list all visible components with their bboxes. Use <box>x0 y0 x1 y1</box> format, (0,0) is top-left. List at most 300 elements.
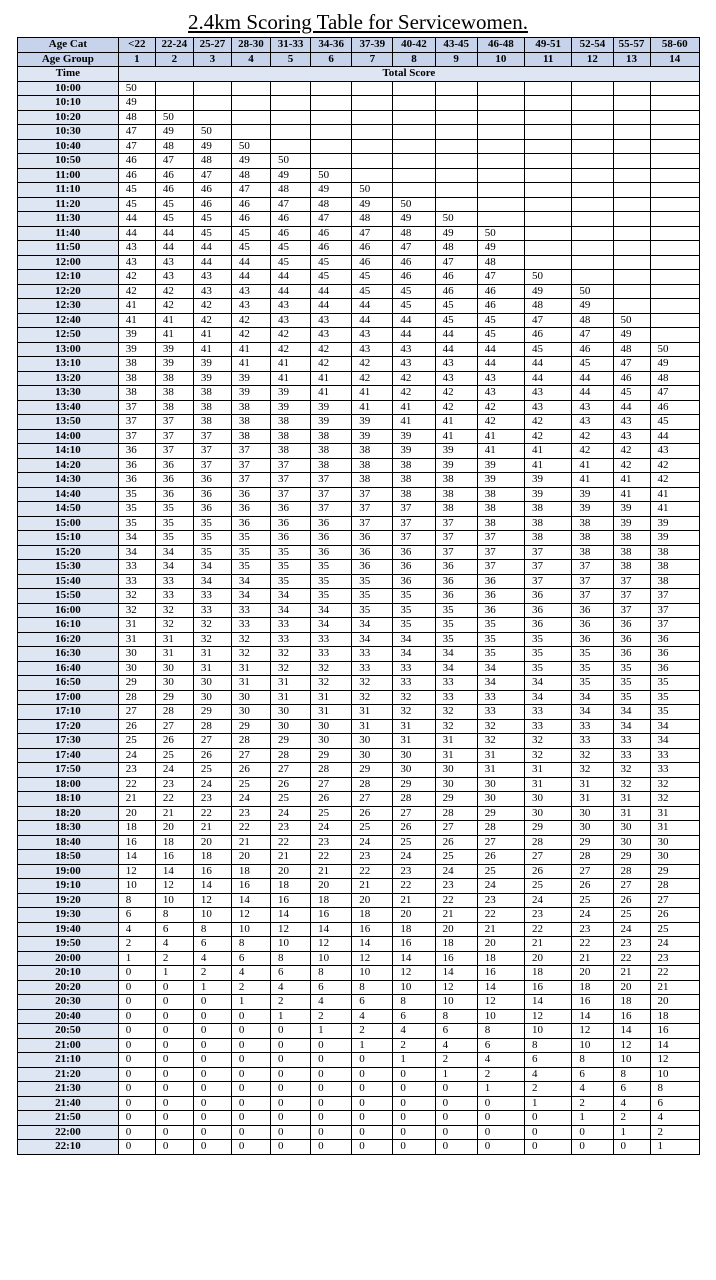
time-cell: 20:10 <box>18 966 119 981</box>
score-cell <box>613 168 650 183</box>
score-cell: 37 <box>477 545 524 560</box>
score-cell: 27 <box>311 777 352 792</box>
score-cell: 2 <box>393 1038 435 1053</box>
score-cell: 6 <box>393 1009 435 1024</box>
score-cell: 0 <box>193 1125 231 1140</box>
score-cell <box>650 284 699 299</box>
time-cell: 21:50 <box>18 1111 119 1126</box>
table-row <box>18 81 700 96</box>
score-cell: 25 <box>311 806 352 821</box>
score-cell: 43 <box>311 328 352 343</box>
table-row <box>18 1111 700 1126</box>
score-cell: 30 <box>525 806 572 821</box>
score-cell: 45 <box>193 226 231 241</box>
score-cell: 28 <box>311 763 352 778</box>
score-cell: 49 <box>572 299 613 314</box>
score-cell: 36 <box>650 632 699 647</box>
table-row <box>18 951 700 966</box>
score-cell: 35 <box>118 516 155 531</box>
score-cell <box>477 139 524 154</box>
score-cell: 1 <box>155 966 193 981</box>
time-cell: 15:10 <box>18 531 119 546</box>
score-cell <box>352 139 393 154</box>
score-cell: 38 <box>155 386 193 401</box>
score-cell <box>155 96 193 111</box>
score-cell: 27 <box>525 850 572 865</box>
score-cell: 20 <box>572 966 613 981</box>
score-cell: 0 <box>231 1053 270 1068</box>
score-cell: 46 <box>311 226 352 241</box>
score-cell: 33 <box>613 748 650 763</box>
score-cell: 41 <box>155 313 193 328</box>
score-cell: 35 <box>393 603 435 618</box>
score-cell: 43 <box>477 371 524 386</box>
score-cell: 10 <box>271 937 311 952</box>
score-cell: 22 <box>525 922 572 937</box>
score-cell: 49 <box>650 357 699 372</box>
score-cell: 37 <box>435 516 477 531</box>
score-cell: 34 <box>155 545 193 560</box>
score-cell: 0 <box>118 966 155 981</box>
age-cat-header-cell: 49-51 <box>525 38 572 53</box>
age-group-header-cell: 1 <box>118 52 155 67</box>
score-cell: 38 <box>271 444 311 459</box>
score-cell: 33 <box>435 676 477 691</box>
score-cell: 22 <box>118 777 155 792</box>
score-cell: 16 <box>435 951 477 966</box>
table-row <box>18 806 700 821</box>
score-cell: 37 <box>352 502 393 517</box>
score-cell: 42 <box>435 386 477 401</box>
score-cell: 22 <box>155 792 193 807</box>
score-cell: 32 <box>393 690 435 705</box>
score-cell: 39 <box>393 444 435 459</box>
score-cell: 34 <box>311 618 352 633</box>
score-cell: 25 <box>393 835 435 850</box>
score-cell: 32 <box>118 589 155 604</box>
score-cell: 25 <box>477 864 524 879</box>
score-cell <box>525 241 572 256</box>
score-cell: 21 <box>311 864 352 879</box>
score-cell: 45 <box>271 241 311 256</box>
score-cell <box>613 284 650 299</box>
score-cell: 47 <box>271 197 311 212</box>
score-cell: 6 <box>435 1024 477 1039</box>
score-cell: 25 <box>650 922 699 937</box>
score-cell: 32 <box>352 676 393 691</box>
score-cell: 29 <box>525 821 572 836</box>
score-cell: 38 <box>231 429 270 444</box>
score-cell: 32 <box>435 719 477 734</box>
score-cell: 46 <box>231 197 270 212</box>
score-cell <box>352 96 393 111</box>
age-cat-header-cell: 37-39 <box>352 38 393 53</box>
score-cell: 49 <box>477 241 524 256</box>
score-cell: 35 <box>477 632 524 647</box>
score-cell: 8 <box>572 1053 613 1068</box>
score-cell: 36 <box>393 545 435 560</box>
score-cell: 31 <box>193 661 231 676</box>
score-cell: 2 <box>435 1053 477 1068</box>
score-cell: 4 <box>572 1082 613 1097</box>
score-cell: 16 <box>311 908 352 923</box>
time-cell: 19:40 <box>18 922 119 937</box>
score-cell: 39 <box>155 357 193 372</box>
score-cell: 46 <box>155 168 193 183</box>
score-cell: 41 <box>155 328 193 343</box>
score-cell: 16 <box>650 1024 699 1039</box>
score-cell: 38 <box>525 516 572 531</box>
score-cell: 33 <box>193 603 231 618</box>
score-cell: 31 <box>435 734 477 749</box>
score-cell: 0 <box>231 1140 270 1155</box>
score-cell <box>525 168 572 183</box>
score-cell <box>650 226 699 241</box>
score-cell: 46 <box>477 299 524 314</box>
age-group-header-cell: 12 <box>572 52 613 67</box>
table-row <box>18 487 700 502</box>
score-cell: 0 <box>231 1067 270 1082</box>
score-cell <box>393 96 435 111</box>
score-cell <box>613 96 650 111</box>
age-cat-header-cell: 52-54 <box>572 38 613 53</box>
score-cell: 26 <box>155 734 193 749</box>
score-cell: 34 <box>352 632 393 647</box>
time-cell: 18:50 <box>18 850 119 865</box>
score-cell: 18 <box>231 864 270 879</box>
age-group-header-row <box>18 52 700 67</box>
score-cell: 34 <box>435 661 477 676</box>
score-cell: 35 <box>118 487 155 502</box>
score-cell: 38 <box>231 415 270 430</box>
score-cell: 38 <box>193 415 231 430</box>
score-cell: 37 <box>613 603 650 618</box>
score-cell <box>393 139 435 154</box>
score-cell: 36 <box>525 589 572 604</box>
time-cell: 12:10 <box>18 270 119 285</box>
score-cell: 45 <box>477 328 524 343</box>
score-cell: 41 <box>613 473 650 488</box>
score-cell: 8 <box>393 995 435 1010</box>
time-cell: 18:10 <box>18 792 119 807</box>
score-cell <box>435 81 477 96</box>
score-cell <box>311 139 352 154</box>
score-cell: 34 <box>311 603 352 618</box>
score-cell: 33 <box>231 618 270 633</box>
score-cell: 21 <box>393 893 435 908</box>
score-cell: 31 <box>477 763 524 778</box>
score-cell: 43 <box>613 429 650 444</box>
table-row <box>18 197 700 212</box>
score-cell <box>393 81 435 96</box>
score-cell: 23 <box>271 821 311 836</box>
score-cell: 29 <box>193 705 231 720</box>
score-cell: 39 <box>193 371 231 386</box>
score-cell: 31 <box>393 734 435 749</box>
score-cell: 27 <box>352 792 393 807</box>
age-group-header-cell: 10 <box>477 52 524 67</box>
score-cell: 34 <box>118 545 155 560</box>
score-cell <box>393 183 435 198</box>
score-cell: 30 <box>271 705 311 720</box>
score-cell: 39 <box>393 429 435 444</box>
score-cell: 30 <box>311 719 352 734</box>
score-cell: 39 <box>435 444 477 459</box>
table-row <box>18 139 700 154</box>
score-cell: 0 <box>118 1082 155 1097</box>
score-cell <box>650 241 699 256</box>
score-cell: 36 <box>477 603 524 618</box>
score-cell: 18 <box>572 980 613 995</box>
score-cell <box>572 241 613 256</box>
score-cell: 43 <box>271 299 311 314</box>
score-cell <box>435 110 477 125</box>
score-cell: 24 <box>393 850 435 865</box>
score-cell: 0 <box>118 1067 155 1082</box>
score-cell <box>231 81 270 96</box>
score-cell: 0 <box>155 1009 193 1024</box>
score-cell <box>525 183 572 198</box>
time-cell: 19:50 <box>18 937 119 952</box>
score-cell <box>572 96 613 111</box>
table-row <box>18 400 700 415</box>
score-cell: 37 <box>311 487 352 502</box>
score-cell: 38 <box>477 502 524 517</box>
score-cell: 39 <box>477 458 524 473</box>
score-cell: 43 <box>572 400 613 415</box>
score-cell: 30 <box>572 806 613 821</box>
score-cell <box>650 96 699 111</box>
score-cell: 36 <box>311 531 352 546</box>
score-cell: 8 <box>155 908 193 923</box>
score-cell: 22 <box>352 864 393 879</box>
score-cell: 32 <box>393 705 435 720</box>
table-row <box>18 212 700 227</box>
score-cell: 39 <box>613 516 650 531</box>
score-cell: 32 <box>572 748 613 763</box>
score-cell: 44 <box>525 371 572 386</box>
score-cell: 43 <box>393 342 435 357</box>
score-cell: 0 <box>393 1096 435 1111</box>
score-cell <box>477 154 524 169</box>
score-cell: 35 <box>650 676 699 691</box>
age-group-header-cell: 5 <box>271 52 311 67</box>
table-row <box>18 589 700 604</box>
score-cell: 50 <box>231 139 270 154</box>
score-cell <box>271 139 311 154</box>
score-cell: 0 <box>193 1111 231 1126</box>
score-cell: 27 <box>650 893 699 908</box>
score-cell: 32 <box>572 763 613 778</box>
score-cell: 32 <box>193 632 231 647</box>
time-label: Time <box>18 67 119 82</box>
score-cell: 46 <box>435 270 477 285</box>
score-cell: 26 <box>525 864 572 879</box>
score-cell: 41 <box>193 328 231 343</box>
score-cell: 21 <box>435 908 477 923</box>
score-cell <box>572 139 613 154</box>
table-row <box>18 705 700 720</box>
table-row <box>18 415 700 430</box>
score-cell: 42 <box>271 328 311 343</box>
score-cell: 46 <box>435 284 477 299</box>
score-cell: 38 <box>155 371 193 386</box>
score-cell: 39 <box>231 386 270 401</box>
score-cell: 34 <box>393 632 435 647</box>
score-cell: 26 <box>311 792 352 807</box>
score-cell: 0 <box>435 1140 477 1155</box>
age-group-header-cell: 13 <box>613 52 650 67</box>
score-cell: 49 <box>193 139 231 154</box>
score-cell: 31 <box>352 719 393 734</box>
score-cell: 0 <box>525 1140 572 1155</box>
table-row <box>18 821 700 836</box>
time-cell: 13:00 <box>18 342 119 357</box>
score-cell <box>613 299 650 314</box>
score-cell: 37 <box>193 429 231 444</box>
time-cell: 14:00 <box>18 429 119 444</box>
score-cell: 32 <box>311 676 352 691</box>
score-cell: 31 <box>650 806 699 821</box>
score-cell: 1 <box>393 1053 435 1068</box>
score-cell: 0 <box>155 1082 193 1097</box>
score-cell <box>352 168 393 183</box>
score-cell: 4 <box>393 1024 435 1039</box>
score-cell <box>572 197 613 212</box>
score-cell <box>525 139 572 154</box>
score-cell: 33 <box>271 632 311 647</box>
score-cell <box>650 212 699 227</box>
score-cell: 12 <box>193 893 231 908</box>
score-cell: 36 <box>650 647 699 662</box>
score-cell: 14 <box>477 980 524 995</box>
score-cell: 46 <box>393 255 435 270</box>
score-cell: 8 <box>477 1024 524 1039</box>
score-body <box>18 81 700 1154</box>
time-header-row <box>18 67 700 82</box>
score-cell: 24 <box>435 864 477 879</box>
score-cell: 36 <box>118 444 155 459</box>
score-cell: 44 <box>393 313 435 328</box>
score-cell <box>231 110 270 125</box>
score-cell: 50 <box>477 226 524 241</box>
score-cell: 48 <box>650 371 699 386</box>
score-cell: 44 <box>650 429 699 444</box>
score-cell: 39 <box>271 400 311 415</box>
score-cell: 44 <box>231 270 270 285</box>
age-cat-header-cell: 46-48 <box>477 38 524 53</box>
time-cell: 14:20 <box>18 458 119 473</box>
score-cell: 42 <box>231 328 270 343</box>
score-cell: 10 <box>572 1038 613 1053</box>
score-cell: 28 <box>650 879 699 894</box>
score-cell: 36 <box>435 589 477 604</box>
score-cell: 38 <box>352 444 393 459</box>
score-cell: 0 <box>155 1038 193 1053</box>
score-cell: 33 <box>118 574 155 589</box>
score-cell: 28 <box>155 705 193 720</box>
score-cell: 0 <box>155 1053 193 1068</box>
score-cell: 35 <box>650 690 699 705</box>
score-cell: 31 <box>155 647 193 662</box>
score-cell: 30 <box>193 676 231 691</box>
score-cell: 28 <box>477 821 524 836</box>
score-cell: 35 <box>271 545 311 560</box>
score-cell: 46 <box>352 255 393 270</box>
score-cell: 41 <box>271 371 311 386</box>
score-cell: 36 <box>572 618 613 633</box>
time-cell: 22:10 <box>18 1140 119 1155</box>
score-cell: 47 <box>613 357 650 372</box>
score-cell: 2 <box>650 1125 699 1140</box>
score-cell: 24 <box>572 908 613 923</box>
score-cell: 34 <box>613 705 650 720</box>
score-cell: 0 <box>393 1140 435 1155</box>
score-cell: 14 <box>271 908 311 923</box>
score-cell: 35 <box>572 676 613 691</box>
table-row <box>18 835 700 850</box>
score-cell: 8 <box>613 1067 650 1082</box>
score-cell: 44 <box>435 328 477 343</box>
score-cell: 42 <box>613 458 650 473</box>
score-cell: 37 <box>118 429 155 444</box>
score-cell: 14 <box>352 937 393 952</box>
score-cell: 37 <box>155 444 193 459</box>
score-cell: 33 <box>352 647 393 662</box>
score-cell: 24 <box>352 835 393 850</box>
score-cell: 0 <box>155 1140 193 1155</box>
score-cell: 6 <box>477 1038 524 1053</box>
score-cell: 47 <box>435 255 477 270</box>
score-cell: 0 <box>393 1082 435 1097</box>
score-cell: 14 <box>613 1024 650 1039</box>
score-cell: 0 <box>271 1038 311 1053</box>
age-cat-header-cell: 34-36 <box>311 38 352 53</box>
score-cell: 16 <box>118 835 155 850</box>
score-cell: 44 <box>352 299 393 314</box>
score-cell: 43 <box>193 284 231 299</box>
score-cell: 12 <box>118 864 155 879</box>
score-cell <box>193 110 231 125</box>
score-cell: 34 <box>477 676 524 691</box>
score-cell: 20 <box>155 821 193 836</box>
time-cell: 10:20 <box>18 110 119 125</box>
score-cell: 24 <box>271 806 311 821</box>
score-cell: 32 <box>650 777 699 792</box>
score-cell: 42 <box>352 371 393 386</box>
time-cell: 15:50 <box>18 589 119 604</box>
score-cell: 46 <box>271 226 311 241</box>
score-cell: 36 <box>193 487 231 502</box>
score-cell <box>613 110 650 125</box>
table-row <box>18 618 700 633</box>
score-cell: 6 <box>118 908 155 923</box>
score-cell: 22 <box>650 966 699 981</box>
score-cell: 0 <box>155 995 193 1010</box>
score-cell: 32 <box>525 734 572 749</box>
table-row <box>18 168 700 183</box>
score-cell: 23 <box>118 763 155 778</box>
score-cell: 50 <box>352 183 393 198</box>
score-cell: 30 <box>572 821 613 836</box>
time-cell: 18:40 <box>18 835 119 850</box>
age-cat-header-row <box>18 38 700 53</box>
score-cell: 41 <box>231 357 270 372</box>
scoring-table <box>17 37 700 1155</box>
time-cell: 16:40 <box>18 661 119 676</box>
time-cell: 11:40 <box>18 226 119 241</box>
score-cell: 36 <box>477 574 524 589</box>
